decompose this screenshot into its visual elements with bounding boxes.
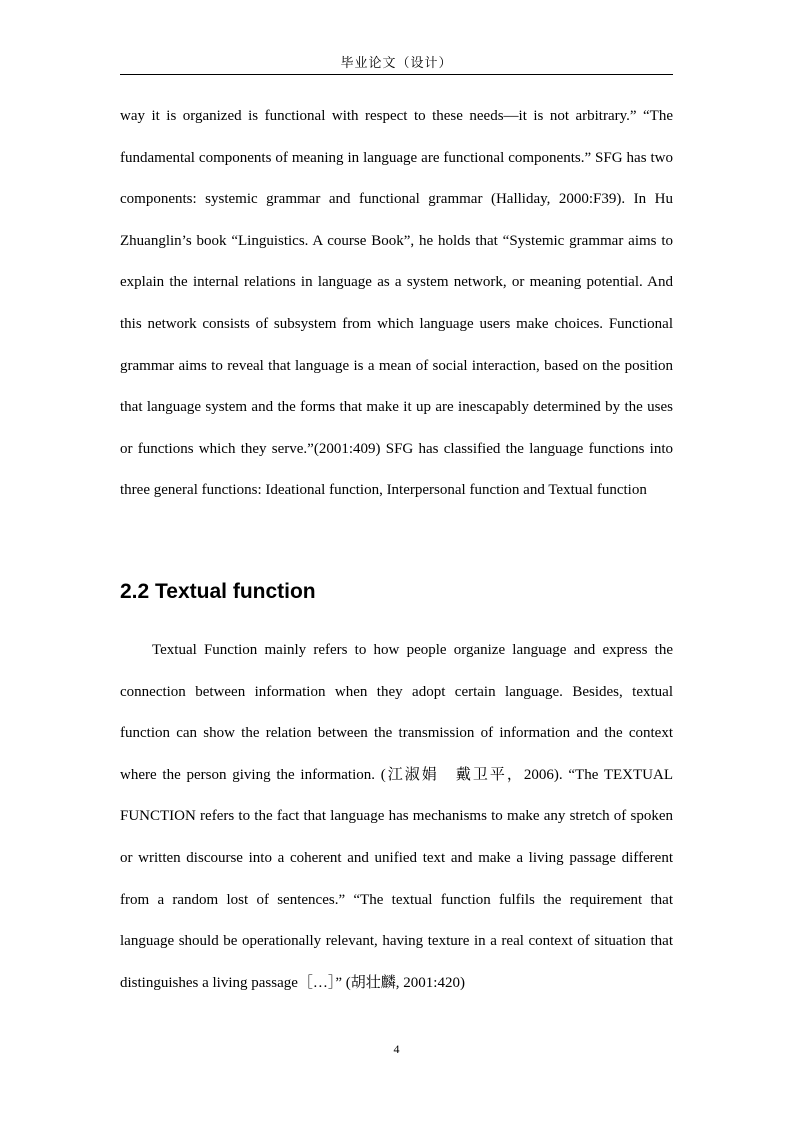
header-rule (120, 74, 673, 75)
page-header: 毕业论文（设计） (340, 55, 453, 70)
body-paragraph-1: way it is organized is functional with respect to these needs—it is not arbitrary.” “The fundamental components of meaning in language are functional components.” SFG has two components: systemic grammar and functional grammar (Halliday, 2000:F39). In Hu Zhuanglin’s book “Linguistics. A course Book”, he holds that “Systemic grammar aims to explain the internal relations in language as a system network, or meaning potential. And this network consists of subsystem from which language users make choices. Functional grammar aims to reveal that language is a mean of social interaction, based on the position that language system and the forms that make it up are inescapably determined by the uses or functions which they serve.”(2001:409) SFG has classified the language functions into three general functions: Ideational function, Interpersonal function and Textual function (120, 108, 673, 499)
page-number: 4 (393, 1042, 400, 1056)
body-paragraph-2: Textual Function mainly refers to how people organize language and express the connection between information when they adopt certain language. Besides, textual function can show the relation between the transmission of information and the context where the person giving the information. (江淑娟 戴卫平，2006). “The TEXTUAL FUNCTION refers to the fact that language has mechanisms to make any stretch of spoken or written discourse into a coherent and unified text and make a living passage different from a random lost of sentences.” “The textual function fulfils the requirement that language should be operationally relevant, having texture in a real context of situation that distinguishes a living passage［…］” (胡壮麟, 2001:420) (120, 642, 673, 991)
section-heading: 2.2 Textual function (120, 580, 316, 603)
